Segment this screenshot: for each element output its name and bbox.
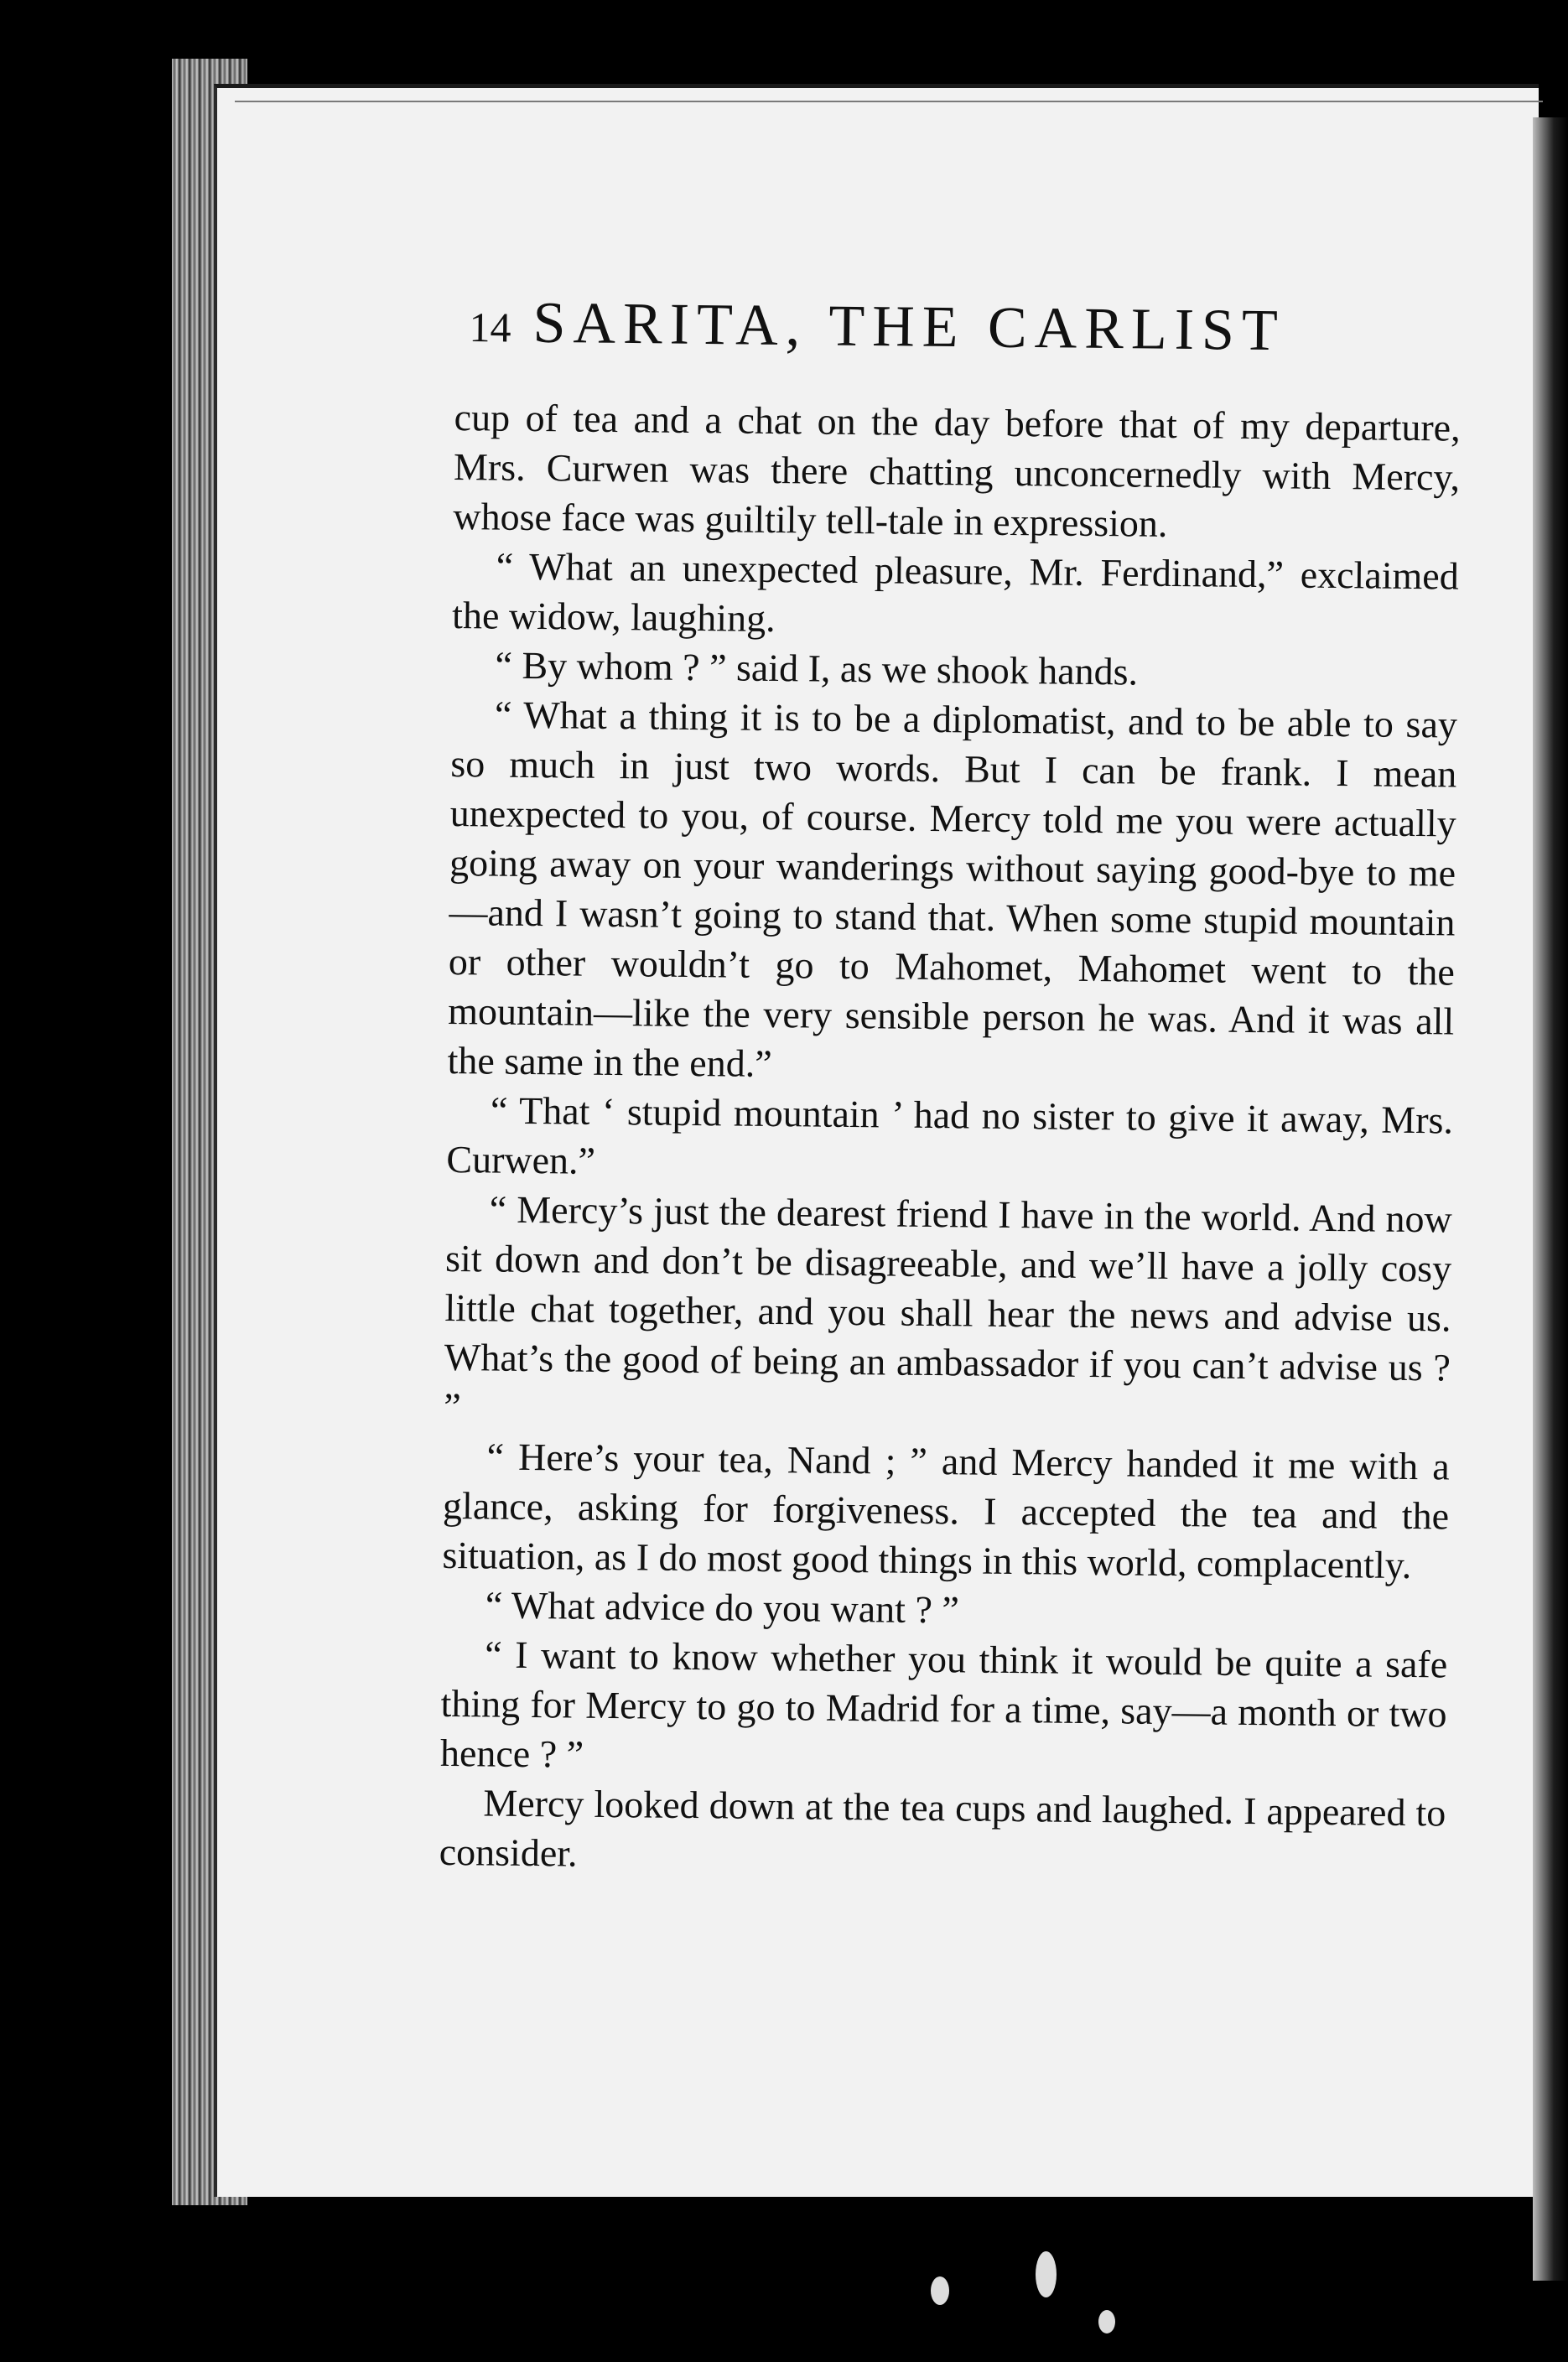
paragraph: “ That ‘ stupid mountain ’ had no sister to give it away, Mrs. Curwen.”	[446, 1088, 1454, 1182]
page-number: 14	[469, 303, 511, 351]
page-top-fold-line	[235, 101, 1543, 102]
page-body-text	[439, 392, 1460, 1887]
scan-artifact-speck	[931, 2276, 949, 2305]
paragraph: “ Mercy’s just the dearest friend I have in the world. And now sit down and don’t be disagreeable, and we’ll have a jolly cosy little chat together, and you shall hear the news and advise us. What’s the good of being an ambassador if you can’t advise us ? ”	[444, 1187, 1453, 1429]
running-header	[469, 289, 1425, 375]
paragraph: “ What advice do you want ? ”	[485, 1583, 960, 1632]
page-right-shadow	[1533, 117, 1568, 2281]
paragraph: Mercy looked down at the tea cups and laughed. I appeared to consider.	[439, 1781, 1446, 1875]
paragraph: cup of tea and a chat on the day before that of my departure, Mrs. Curwen was there chatting unconcernedly with Mercy, whose face was guiltily tell-tale in expression.	[453, 395, 1461, 545]
scan-artifact-speck	[1036, 2251, 1057, 2297]
paragraph: “ What a thing it is to be a diplomatist, and to be able to say so much in just two words. But I can be frank. I mean unexpected to you, of course. Mercy told me you were actually going away on your wanderings without saying good-bye to me—and I wasn’t going to stand that. When some stupid mountain or other wouldn’t go to Mahomet, Mahomet went to the mountain—like the very sensible person he was. And it was all the same in the end.”	[447, 693, 1458, 1086]
paragraph: “ By whom ? ” said I, as we shook hands.	[495, 643, 1139, 693]
paragraph: “ Here’s your tea, Nand ; ” and Mercy handed it me with a glance, asking for forgiveness. I accepted the tea and the situation, as I do most good things in this world, complacently.	[442, 1435, 1450, 1587]
paragraph: “ What an unexpected pleasure, Mr. Ferdinand,” exclaimed the widow, laughing.	[451, 544, 1460, 641]
running-title: SARITA, THE CARLIST	[532, 290, 1286, 364]
scan-artifact-speck	[1098, 2310, 1115, 2333]
paragraph: “ I want to know whether you think it would be quite a safe thing for Mercy to go to Madrid for a time, say—a month or two hence ? ”	[439, 1633, 1448, 1776]
